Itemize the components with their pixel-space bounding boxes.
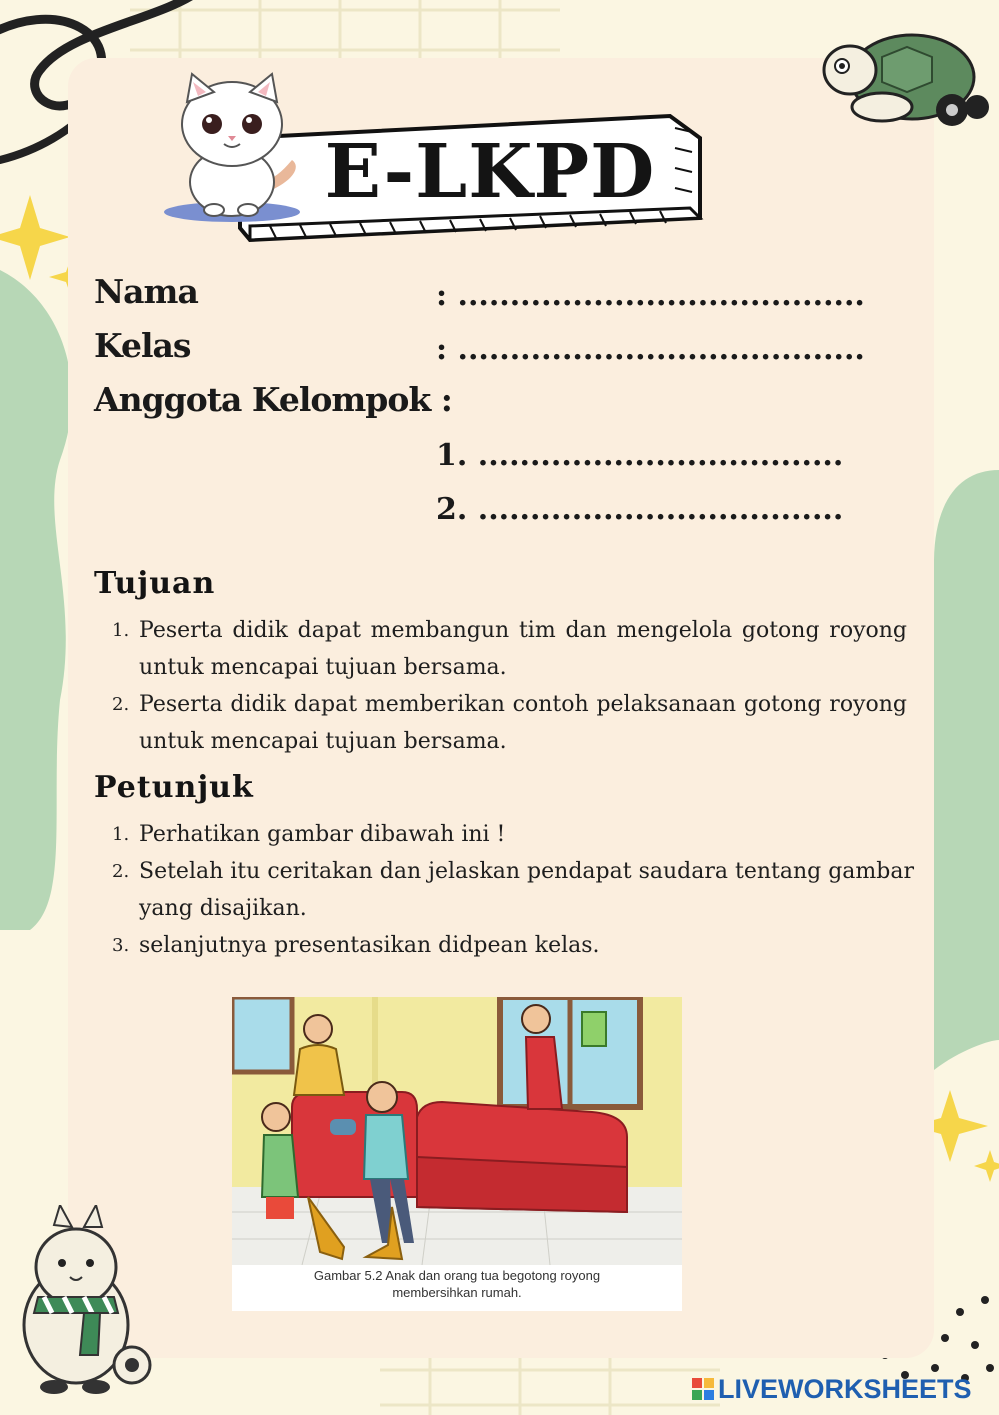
instructions-list xyxy=(112,816,914,964)
green-blob-left xyxy=(0,270,72,930)
list-item xyxy=(112,853,914,927)
figure xyxy=(232,997,682,1311)
group-member-1-field[interactable]: 1. ................................... xyxy=(436,438,844,473)
sheep-illustration xyxy=(14,1205,154,1397)
page-title: E-LKPD xyxy=(324,129,656,215)
list-item-text: Peserta didik dapat memberikan contoh pelaksanaan gotong royong untuk mencapai tujuan bersama. xyxy=(139,692,907,754)
figure-caption xyxy=(232,1267,682,1301)
liveworksheets-icon xyxy=(692,1378,714,1400)
list-item-text: Perhatikan gambar dibawah ini ! xyxy=(139,822,506,847)
list-item xyxy=(112,927,914,964)
list-item-text: Setelah itu ceritakan dan jelaskan pendapat saudara tentang gambar yang disajikan. xyxy=(139,859,914,921)
figure-caption-line-2: membersihkan rumah. xyxy=(392,1285,522,1300)
green-blob-right xyxy=(934,470,999,1070)
cat-illustration xyxy=(162,72,304,224)
list-item xyxy=(112,816,914,853)
list-item xyxy=(112,612,907,686)
family-cleaning-illustration xyxy=(232,997,682,1265)
class-field[interactable]: : ....................................... xyxy=(436,332,865,367)
list-item-text: selanjutnya presentasikan didpean kelas. xyxy=(139,933,600,958)
group-members-label: Anggota Kelompok : xyxy=(94,380,452,419)
brand-name: LIVEWORKSHEETS xyxy=(718,1373,972,1404)
name-field[interactable]: : ....................................... xyxy=(436,278,865,313)
list-item-text: Peserta didik dapat membangun tim dan mengelola gotong royong untuk mencapai tujuan bersama. xyxy=(139,618,907,680)
liveworksheets-logo[interactable] xyxy=(692,1374,972,1404)
class-label: Kelas xyxy=(94,326,191,365)
list-item-number: 1. xyxy=(112,620,130,641)
group-member-2-field[interactable]: 2. ................................... xyxy=(436,492,844,527)
figure-caption-line-1: Gambar 5.2 Anak dan orang tua begotong royong xyxy=(313,1268,601,1283)
list-item xyxy=(112,686,907,760)
list-item-number: 1. xyxy=(112,824,130,845)
name-label: Nama xyxy=(94,272,198,311)
goals-heading: Tujuan xyxy=(94,566,216,601)
list-item-number: 3. xyxy=(112,935,130,956)
list-item-number: 2. xyxy=(112,861,130,882)
goals-list xyxy=(112,612,907,760)
turtle-illustration xyxy=(812,22,992,132)
list-item-number: 2. xyxy=(112,694,130,715)
instructions-heading: Petunjuk xyxy=(94,770,254,805)
